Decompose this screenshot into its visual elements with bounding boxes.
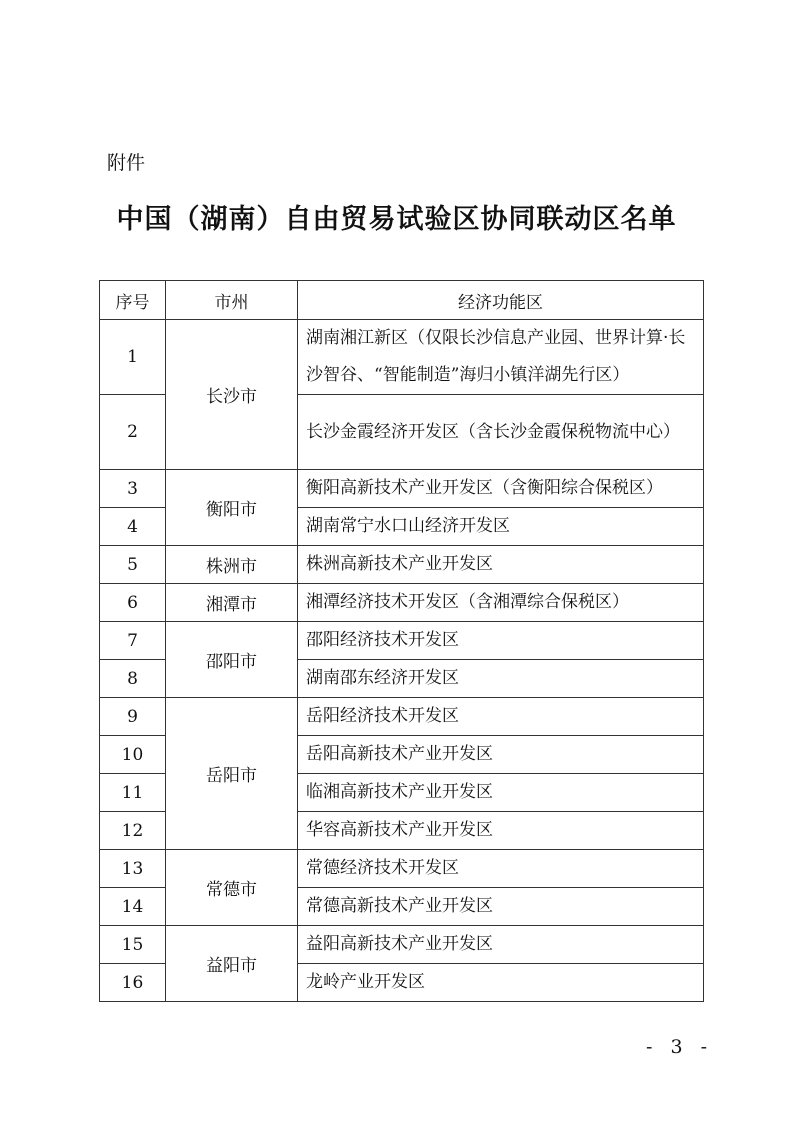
table-row	[100, 850, 704, 888]
row-number: 15	[100, 926, 166, 964]
city-cell: 长沙市	[166, 320, 298, 470]
city-cell: 株洲市	[166, 546, 298, 584]
city-cell: 益阳市	[166, 926, 298, 1002]
row-number: 5	[100, 546, 166, 584]
table-row	[100, 584, 704, 622]
row-number: 6	[100, 584, 166, 622]
zone-cell: 邵阳经济技术开发区	[298, 622, 704, 660]
city-cell: 岳阳市	[166, 698, 298, 850]
zone-cell: 湖南湘江新区（仅限长沙信息产业园、世界计算·长沙智谷、“智能制造”海归小镇洋湖先行区）	[298, 320, 704, 395]
table-row	[100, 470, 704, 508]
column-header-zone: 经济功能区	[298, 281, 704, 320]
row-number: 1	[100, 320, 166, 395]
zone-cell: 益阳高新技术产业开发区	[298, 926, 704, 964]
city-cell: 衡阳市	[166, 470, 298, 546]
city-cell: 常德市	[166, 850, 298, 926]
row-number: 4	[100, 508, 166, 546]
column-header-no: 序号	[100, 281, 166, 320]
table-row	[100, 622, 704, 660]
table-row	[100, 926, 704, 964]
city-cell: 湘潭市	[166, 584, 298, 622]
zone-cell: 湖南邵东经济开发区	[298, 660, 704, 698]
zone-cell: 常德高新技术产业开发区	[298, 888, 704, 926]
table-row	[100, 320, 704, 395]
row-number: 3	[100, 470, 166, 508]
table-row	[100, 546, 704, 584]
row-number: 2	[100, 395, 166, 470]
row-number: 7	[100, 622, 166, 660]
zone-list-table	[99, 280, 704, 1002]
column-header-city: 市州	[166, 281, 298, 320]
row-number: 16	[100, 964, 166, 1002]
row-number: 14	[100, 888, 166, 926]
zone-cell: 岳阳高新技术产业开发区	[298, 736, 704, 774]
attachment-label: 附件	[107, 152, 146, 174]
row-number: 9	[100, 698, 166, 736]
row-number: 8	[100, 660, 166, 698]
row-number: 13	[100, 850, 166, 888]
zone-cell: 湘潭经济技术开发区（含湘潭综合保税区）	[298, 584, 704, 622]
page-number: - 3 -	[646, 1036, 714, 1058]
table-row	[100, 698, 704, 736]
zone-cell: 长沙金霞经济开发区（含长沙金霞保税物流中心）	[298, 395, 704, 470]
zone-cell: 常德经济技术开发区	[298, 850, 704, 888]
zone-cell: 华容高新技术产业开发区	[298, 812, 704, 850]
row-number: 11	[100, 774, 166, 812]
row-number: 10	[100, 736, 166, 774]
row-number: 12	[100, 812, 166, 850]
document-title: 中国（湖南）自由贸易试验区协同联动区名单	[116, 204, 677, 235]
table-header-row	[100, 281, 704, 320]
zone-cell: 龙岭产业开发区	[298, 964, 704, 1002]
zone-cell: 湖南常宁水口山经济开发区	[298, 508, 704, 546]
zone-cell: 临湘高新技术产业开发区	[298, 774, 704, 812]
city-cell: 邵阳市	[166, 622, 298, 698]
zone-cell: 株洲高新技术产业开发区	[298, 546, 704, 584]
zone-cell: 衡阳高新技术产业开发区（含衡阳综合保税区）	[298, 470, 704, 508]
zone-cell: 岳阳经济技术开发区	[298, 698, 704, 736]
